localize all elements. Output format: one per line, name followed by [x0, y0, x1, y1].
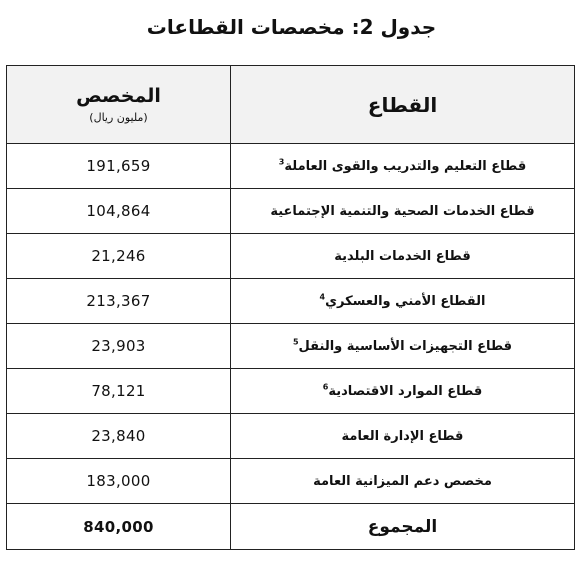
amount-cell: 191,659 [7, 144, 231, 189]
total-amount: 840,000 [7, 504, 231, 550]
amount-cell: 23,903 [7, 324, 231, 369]
sector-cell [231, 144, 575, 189]
footnote-marker: 5 [292, 337, 299, 347]
total-label: المجموع [231, 504, 575, 550]
table-row [7, 234, 575, 279]
sector-cell [231, 234, 575, 279]
table-title: جدول 2: مخصصات القطاعات [146, 15, 437, 39]
table-row [7, 279, 575, 324]
table-header-row [7, 66, 575, 144]
sector-label: مخصص دعم الميزانية العامة [313, 473, 492, 489]
table-row [7, 369, 575, 414]
header-sector: القطاع [231, 66, 575, 144]
sector-cell [231, 324, 575, 369]
amount-cell: 78,121 [7, 369, 231, 414]
amount-cell: 21,246 [7, 234, 231, 279]
sector-label: القطاع الأمني والعسكري [325, 293, 486, 309]
amount-cell: 104,864 [7, 189, 231, 234]
sector-cell [231, 369, 575, 414]
header-amount [7, 66, 231, 144]
table-row [7, 144, 575, 189]
table-row [7, 189, 575, 234]
sector-label: قطاع التعليم والتدريب والقوى العاملة [284, 158, 527, 174]
footnote-marker: 3 [278, 157, 285, 167]
sector-label: قطاع الخدمات الصحية والتنمية الإجتماعية [270, 203, 535, 219]
sector-label: قطاع الموارد الاقتصادية [328, 383, 483, 399]
table-row [7, 324, 575, 369]
header-amount-unit: (مليون ريال) [89, 110, 148, 124]
sector-label: قطاع الخدمات البلدية [334, 248, 471, 264]
table-row [7, 414, 575, 459]
table-row [7, 459, 575, 504]
header-amount-label: المخصص [76, 84, 161, 107]
sector-cell [231, 414, 575, 459]
footnote-marker: 6 [322, 382, 329, 392]
allocations-table [6, 65, 575, 550]
sector-cell [231, 189, 575, 234]
amount-cell: 183,000 [7, 459, 231, 504]
amount-cell: 23,840 [7, 414, 231, 459]
sector-cell [231, 459, 575, 504]
footnote-marker: 4 [319, 292, 326, 302]
amount-cell: 213,367 [7, 279, 231, 324]
sector-cell [231, 279, 575, 324]
sector-label: قطاع التجهيزات الأساسية والنقل [298, 338, 513, 354]
sector-label: قطاع الإدارة العامة [341, 428, 464, 444]
total-row [7, 504, 575, 550]
